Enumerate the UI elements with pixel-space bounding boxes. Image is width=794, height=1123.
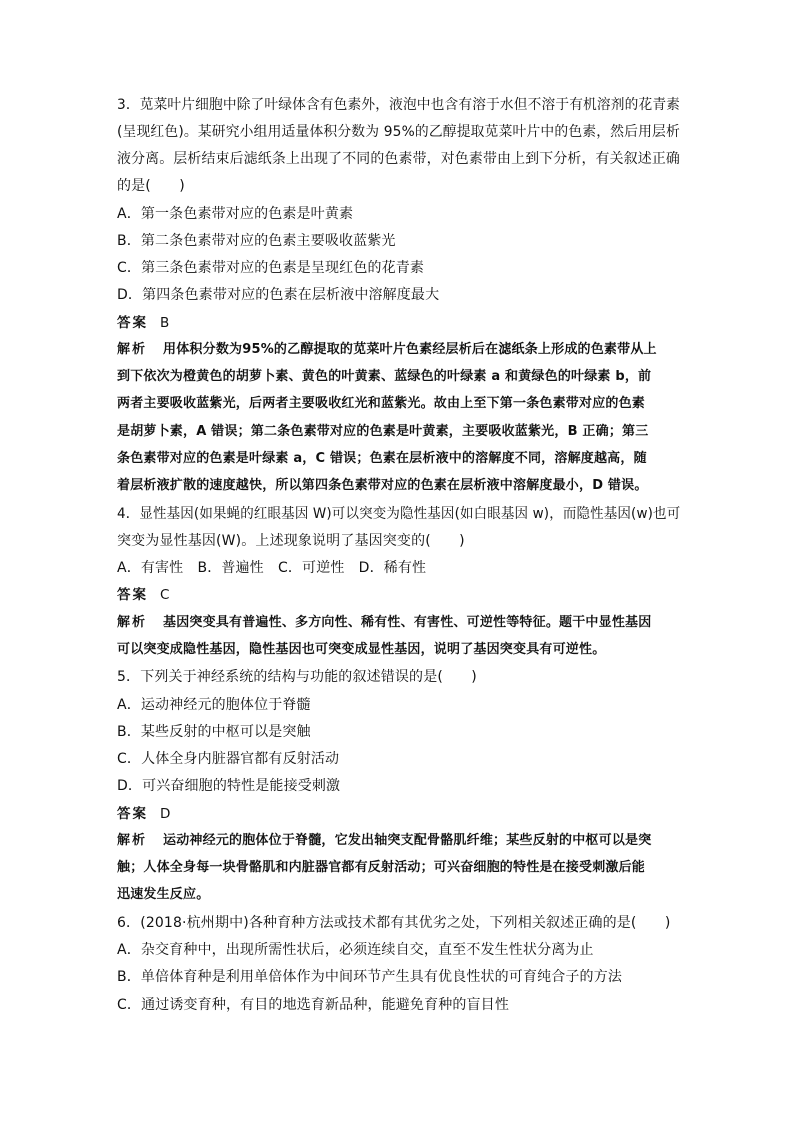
explanation-label: 解析 (117, 342, 148, 357)
answer-label: 答案 (117, 587, 148, 603)
q4-stem-line-2: 突变为显性基因(W)。上述现象说明了基因突变的( ) (117, 533, 465, 549)
q5-answer (117, 805, 171, 823)
q5-stem-line-1: 5．下列关于神经系统的结构与功能的叙述错误的是( ) (117, 669, 477, 685)
q3-option-c: C．第三条色素带对应的色素是呈现红色的花青素 (117, 260, 425, 276)
q3-explanation-line-1 (117, 341, 657, 359)
q3-option-a: A．第一条色素带对应的色素是叶黄素 (117, 206, 354, 222)
q5-explanation-line-2: 触；人体全身每一块骨骼肌和内脏器官都有反射活动；可兴奋细胞的特性是在接受刺激后能 (117, 860, 646, 875)
q4-options: A．有害性 B．普遍性 C．可逆性 D．稀有性 (117, 560, 427, 576)
q3-explanation-line-3: 两者主要吸收蓝紫光，后两者主要吸收红光和蓝紫光。故由上至下第一条色素带对应的色素 (117, 396, 646, 411)
q4-answer (117, 586, 170, 604)
explanation-text: 运动神经元的胞体位于脊髓，它发出轴突支配骨骼肌纤维；某些反射的中枢可以是突 (163, 833, 652, 848)
q4-explanation-line-2: 可以突变成隐性基因，隐性基因也可突变成显性基因，说明了基因突变具有可逆性。 (117, 642, 606, 657)
q3-explanation-line-6: 着层析液扩散的速度越快，所以第四条色素带对应的色素在层析液中溶解度最小，D 错误。 (117, 478, 648, 493)
q5-option-a: A．运动神经元的胞体位于脊髓 (117, 697, 311, 713)
answer-value: D (160, 806, 171, 822)
answer-value: C (160, 587, 170, 603)
q4-stem-line-1: 4．显性基因(如果蝇的红眼基因 W)可以突变为隐性基因(如白眼基因 w)，而隐性基因(w)也可 (117, 506, 681, 522)
explanation-label: 解析 (117, 833, 148, 848)
q5-option-b: B．某些反射的中枢可以是突触 (117, 724, 311, 740)
q5-explanation-line-1 (117, 832, 651, 850)
q3-explanation-line-2: 到下依次为橙黄色的胡萝卜素、黄色的叶黄素、蓝绿色的叶绿素 a 和黄绿色的叶绿素 b，前 (117, 369, 652, 384)
q3-stem-line-3: 液分离。层析结束后滤纸条上出现了不同的色素带，对色素带由上到下分析，有关叙述正确 (117, 151, 681, 167)
q4-explanation-line-1 (117, 614, 651, 632)
explanation-label: 解析 (117, 615, 148, 630)
q3-option-b: B．第二条色素带对应的色素主要吸收蓝紫光 (117, 233, 396, 249)
q5-option-d: D．可兴奋细胞的特性是能接受刺激 (117, 778, 341, 794)
q6-option-c: C．通过诱变育种，有目的地选育新品种，能避免育种的盲目性 (117, 997, 509, 1013)
q3-option-d: D．第四条色素带对应的色素在层析液中溶解度最大 (117, 287, 440, 303)
q3-explanation-line-4: 是胡萝卜素，A 错误；第二条色素带对应的色素是叶黄素，主要吸收蓝紫光，B 正确；第三 (117, 424, 649, 439)
answer-value: B (160, 315, 170, 331)
q6-option-a: A．杂交育种中，出现所需性状后，必须连续自交，直至不发生性状分离为止 (117, 942, 594, 958)
answer-label: 答案 (117, 806, 148, 822)
q3-answer (117, 314, 169, 332)
q3-stem-line-2: (呈现红色)。某研究小组用适量体积分数为 95%的乙醇提取苋菜叶片中的色素，然后用层析 (117, 124, 680, 140)
q3-stem-line-4: 的是( ) (117, 178, 185, 194)
q5-option-c: C．人体全身内脏器官都有反射活动 (117, 751, 340, 767)
answer-label: 答案 (117, 315, 148, 331)
q6-option-b: B．单倍体育种是利用单倍体作为中间环节产生具有优良性状的可育纯合子的方法 (117, 969, 623, 985)
q5-explanation-line-3: 迅速发生反应。 (117, 887, 210, 902)
explanation-text: 基因突变具有普遍性、多方向性、稀有性、有害性、可逆性等特征。题干中显性基因 (163, 615, 652, 630)
q3-explanation-line-5: 条色素带对应的色素是叶绿素 a，C 错误；色素在层析液中的溶解度不同，溶解度越高，随 (117, 451, 647, 466)
q3-stem-line-1: 3．苋菜叶片细胞中除了叶绿体含有色素外，液泡中也含有溶于水但不溶于有机溶剂的花青素 (117, 97, 681, 113)
q6-stem-line-1: 6．(2018·杭州期中)各种育种方法或技术都有其优劣之处，下列相关叙述正确的是( ) (117, 915, 671, 931)
explanation-text: 用体积分数为95%的乙醇提取的苋菜叶片色素经层析后在滤纸条上形成的色素带从上 (163, 342, 657, 357)
